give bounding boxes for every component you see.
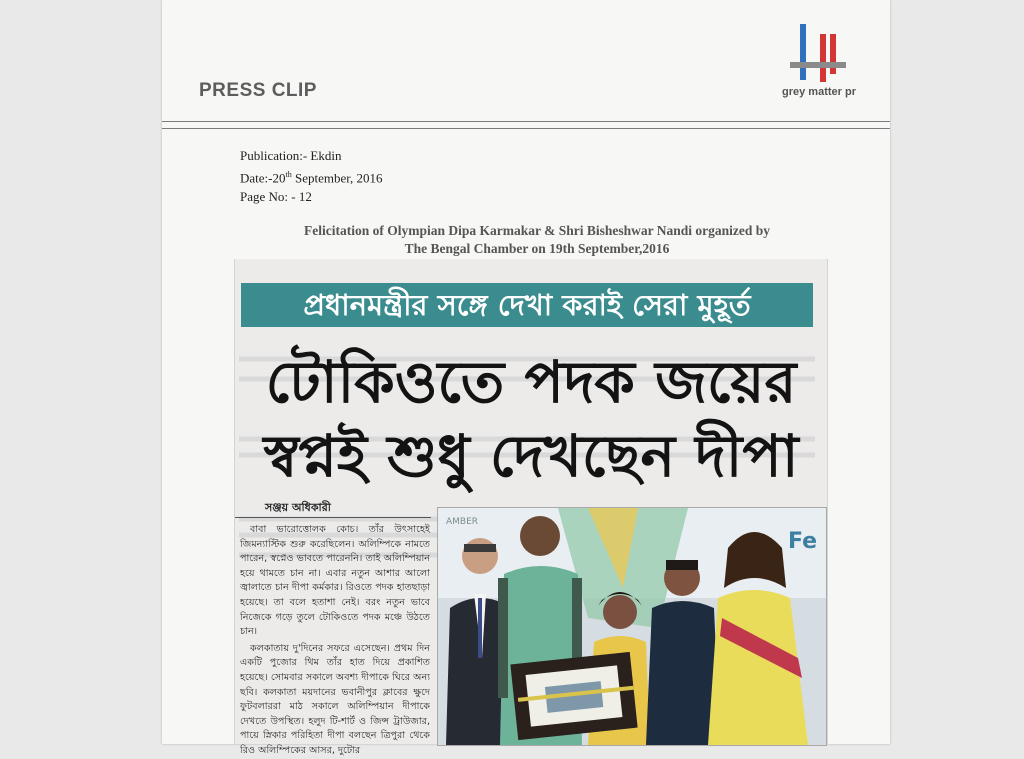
header-rule-top [162, 121, 890, 122]
byline: সঞ্জয় অধিকারী [265, 501, 331, 514]
clip-caption [222, 222, 852, 258]
page-number: Page No: - 12 [240, 189, 312, 205]
newspaper-clipping [234, 259, 828, 756]
framed-memento [510, 652, 637, 740]
grey-matter-logo [774, 22, 864, 104]
event-photo-illustration [438, 508, 826, 745]
article-paragraph: কলকাতায় দু'দিনের সফরে এসেছেন। প্রথম দিন একটি পুজোর থিম তাঁর হাত দিয়ে প্রকাশিত হয়েছে। সোমবার সকালে অবশ্য দীপাকে ঘিরে অন্য ছবি। কলকাতা ময়দানের ভবানীপুর ক্লাবের ক্ষুদে ফুটবলাররা মাঠ সকালে অলিম্পিয়ান দীপাকে দেখতে উপস্থিত। হলুদ টি-শার্ট ও জিন্স ট্রাউজার, পায়ে স্নিকার পরিহিতা দীপা বলছেন ত্রিপুরা থেকে রিও অলিম্পিকের আসর, দুটোর [240, 642, 430, 756]
byline-rule [235, 517, 431, 518]
publication-name: Publication:- Ekdin [240, 148, 342, 163]
header-rule-bottom [162, 128, 890, 129]
article-paragraph: বাবা ভারোত্তোলক কোচ। তাঁর উৎসাহেই জিমন্যাস্টিক শুরু করেছিলেন। অলিম্পিকে নামতে পারেন, স্বপ্নেও ভাবতে পারেননি। তাই অলিম্পিয়ান হয়ে থামতে চান না। এবার নতুন আশার আলো জ্বালাতে চান দীপা কর্মকার। রিওতে পদক হাতছাড়া হয়েছে। তা বলে হতাশা নেই। বরং নতুন ভাবে নিজেকে গড়ে তুলে টোকিওতে পদক মঞ্চে উঠতে চান। [240, 524, 430, 638]
grey-matter-logo-mark-icon [786, 22, 852, 84]
logo-text: grey matter pr [782, 86, 856, 98]
caption-line-2: The Bengal Chamber on 19th September,2016 [404, 241, 670, 256]
press-clip-label: PRESS CLIP [199, 80, 317, 101]
article-body [240, 523, 430, 756]
press-clip-page [162, 0, 890, 756]
photo-banner-word: AMBER [446, 517, 479, 527]
event-photo [437, 507, 827, 746]
main-headline-line-2: স্বপ্নই শুধু দেখছেন দীপা [263, 422, 799, 490]
caption-line-1: Felicitation of Olympian Dipa Karmakar & Shri Bisheshwar Nandi organized by [303, 223, 771, 238]
main-headline-line-1: টোকিওতে পদক জয়ের [265, 348, 797, 416]
photo-sign-text: Fe [788, 529, 818, 554]
publication-date: Date:-20th September, 2016 [240, 170, 383, 186]
publication-details [240, 146, 383, 206]
banner-headline: প্রধানমন্ত্রীর সঙ্গে দেখা করাই সেরা মুহূর্ত [241, 283, 813, 327]
